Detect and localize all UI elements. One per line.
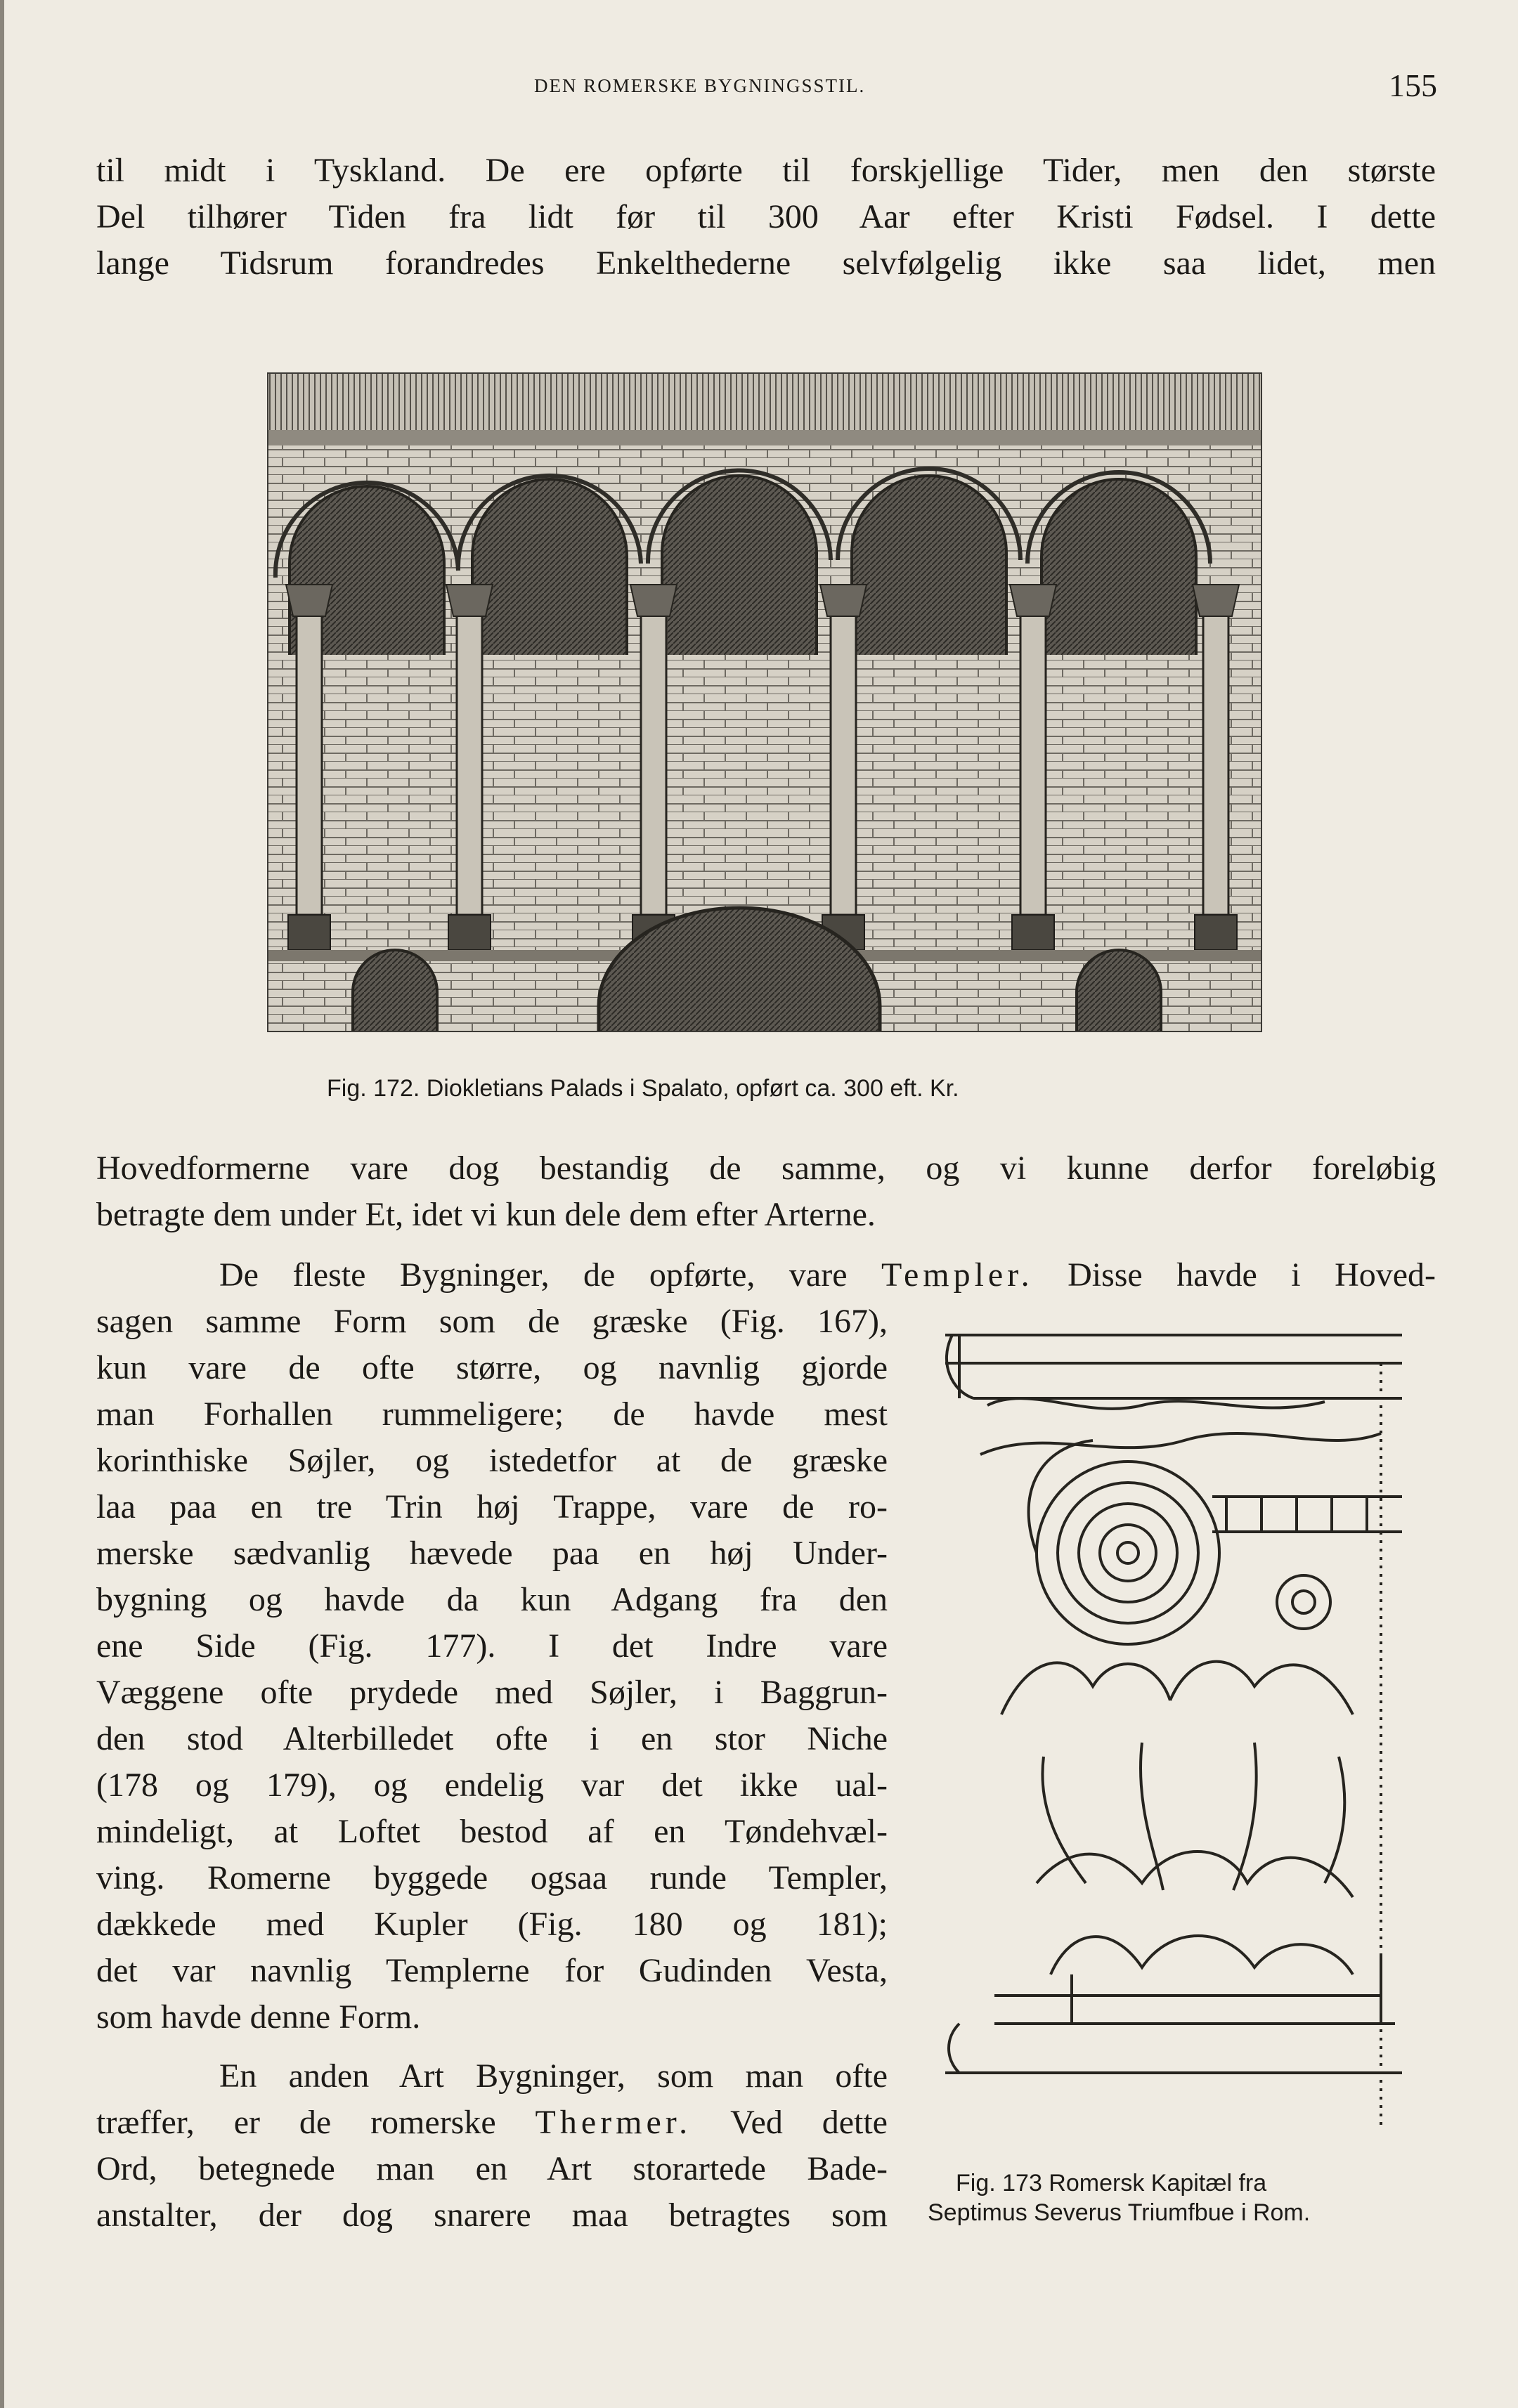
text-line: Væggene ofte prydede med Søjler, i Baggrun- — [96, 1674, 888, 1711]
emphasis-thermer: Thermer. — [535, 2104, 692, 2141]
text-line: den stod Alterbilledet ofte i en stor Niche — [96, 1720, 888, 1757]
text-line: ving. Romerne byggede ogsaa runde Templer, — [96, 1859, 888, 1896]
text-line: Hovedformerne vare dog bestandig de samme, og vi kunne derfor foreløbig — [96, 1150, 1436, 1187]
text-line: bygning og havde da kun Adgang fra den — [96, 1581, 888, 1618]
text-line: sagen samme Form som de græske (Fig. 167), — [96, 1303, 888, 1340]
text-line: anstalter, der dog snarere maa betragtes som — [96, 2197, 888, 2234]
paragraph-3 — [96, 1299, 888, 2041]
text-fragment: Ved dette — [730, 2104, 888, 2141]
text-line: dækkede med Kupler (Fig. 180 og 181); — [96, 1906, 888, 1943]
text-line: kun vare de ofte større, og navnlig gjorde — [96, 1349, 888, 1386]
figure-173-caption-line-1: Fig. 173 Romersk Kapitæl fra — [956, 2170, 1267, 2197]
text-line: betragte dem under Et, idet vi kun dele dem efter Arterne. — [96, 1196, 876, 1233]
figure-172 — [267, 372, 1262, 1032]
text-line: merske sædvanlig hævede paa en høj Under- — [96, 1535, 888, 1572]
emphasis-templer: Templer. — [881, 1256, 1034, 1294]
text-line: laa paa en tre Trin høj Trappe, vare de ro- — [96, 1488, 888, 1525]
running-head: DEN ROMERSKE BYGNINGSSTIL. — [534, 75, 866, 96]
text-line: ene Side (Fig. 177). I det Indre vare — [96, 1627, 888, 1665]
text-line: Del tilhører Tiden fra lidt før til 300 Aar efter Kristi Fødsel. I dette — [96, 198, 1436, 235]
text-line: korinthiske Søjler, og istedetfor at de græske — [96, 1442, 888, 1479]
figure-173-caption-line-2: Septimus Severus Triumfbue i Rom. — [928, 2199, 1311, 2226]
text-line: til midt i Tyskland. De ere opførte til forskjellige Tider, men den største — [96, 152, 1436, 189]
page-header — [98, 67, 1437, 116]
text-fragment: De fleste Bygninger, de opførte, vare — [219, 1256, 848, 1294]
page-edge — [0, 0, 4, 2408]
palace-facade-illustration — [268, 374, 1261, 1031]
text-line: Ord, betegnede man en Art storartede Bade- — [96, 2150, 888, 2187]
text-line — [96, 1252, 1436, 1299]
text-line — [96, 2100, 888, 2146]
text-line: En anden Art Bygninger, som man ofte — [219, 2057, 888, 2095]
text-line: det var navnlig Templerne for Gudinden Vesta, — [96, 1952, 888, 1989]
text-fragment: træffer, er de romerske — [96, 2104, 496, 2141]
text-line: lange Tidsrum forandredes Enkelthederne selvfølgelig ikke saa lidet, men — [96, 245, 1436, 282]
paragraph-1 — [96, 148, 1436, 287]
page-number: 155 — [1389, 67, 1437, 103]
text-line: som havde denne Form. — [96, 1998, 421, 2036]
figure-172-caption: Fig. 172. Diokletians Palads i Spalato, opført ca. 300 eft. Kr. — [327, 1075, 959, 1102]
paragraph-2 — [96, 1145, 1436, 1238]
text-line: mindeligt, at Loftet bestod af en Tøndehvæl- — [96, 1813, 888, 1850]
text-fragment: Disse havde i Hoved- — [1068, 1256, 1436, 1294]
paragraph-3-first-line — [96, 1252, 1436, 1299]
text-line: (178 og 179), og endelig var det ikke ual- — [96, 1766, 888, 1804]
paragraph-4 — [96, 2053, 888, 2239]
figure-173 — [931, 1321, 1416, 2164]
text-line: man Forhallen rummeligere; de havde mest — [96, 1395, 888, 1433]
corinthian-capital-illustration — [931, 1321, 1416, 2164]
